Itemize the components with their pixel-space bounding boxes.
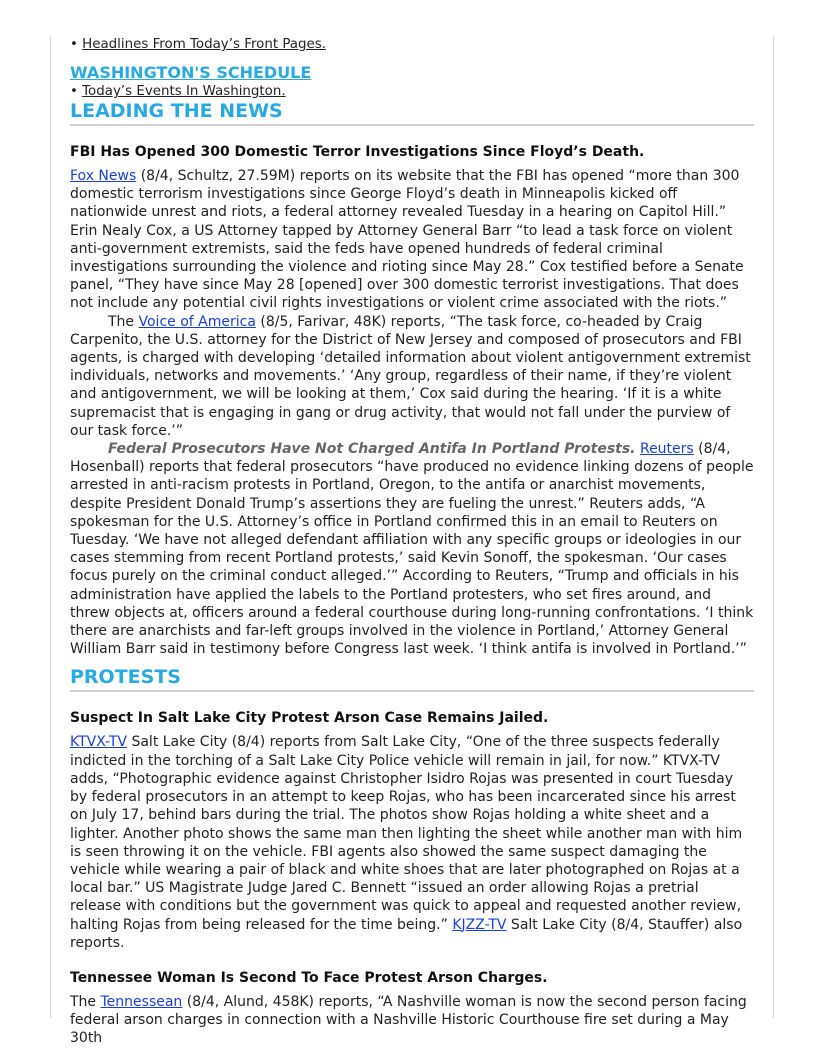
events-link[interactable]: Today’s Events In Washington. (82, 84, 286, 99)
source-link[interactable]: KTVX-TV (70, 734, 128, 751)
source-link[interactable]: Reuters (639, 441, 694, 458)
story-title: Suspect In Salt Lake City Protest Arson Case Remains Jailed. (70, 710, 549, 727)
source-link[interactable]: KJZZ-TV (452, 916, 507, 933)
sub-headline: Federal Prosecutors Have Not Charged Antifa In Portland Protests. (108, 441, 636, 458)
story-fbi (70, 143, 754, 658)
story-paragraph: The Tennessean (8/4, Alund, 458K) reports, “A Nashville woman is now the second person facing federal arson charges in connection with a Nashville Historic Courthouse fire set during a May 30th (70, 993, 747, 1047)
story-title: FBI Has Opened 300 Domestic Terror Investigations Since Floyd’s Death. (70, 144, 645, 160)
source-link[interactable]: Tennessean (100, 993, 183, 1010)
story-paragraph: KTVX-TV Salt Lake City (8/4) reports from Salt Lake City, “One of the three suspects federally indicted in the torching of a Salt Lake City Police vehicle will remain in jail, for now.” KTVX-TV adds, “Photographic evidence against Christopher Isidro Rojas was presented in court Tuesday by federal prosecutors in an attempt to keep Rojas, who has been incarcerated since his arrest on July 17, behind bars during the trial. The photos show Rojas holding a white sheet and a lighter. Another photo shows the same man then lighting the sheet while another man with him is seen throwing it on the vehicle. FBI agents also showed the same suspect damaging the vehicle while wearing a pair of black and white shoes that are later photographed on Rojas at a local bar.” US Magistrate Judge Jared C. Bennett “issued an order allowing Rojas a pretrial release with conditions but the government was quick to appeal and requested another review, halting Rojas from being released for the time being.” KJZZ-TV Salt Lake City (8/4, Stauffer) also reports. (70, 734, 743, 951)
right-border (773, 36, 774, 1018)
events-item: • Today’s Events In Washington. (70, 84, 286, 99)
section-heading-protests: PROTESTS (70, 666, 754, 692)
newsletter-content (70, 36, 754, 1048)
story-paragraph: Fox News (8/4, Schultz, 27.59M) reports on its website that the FBI has opened “more than 300 domestic terrorism investigations since George Floyd’s death in Minneapolis kicked off nationwide unrest and riots, a federal attorney revealed Tuesday in a hearing on Capitol Hill.” Erin Nealy Cox, a US Attorney tapped by Attorney General Barr “to lead a task force on violent anti-government extremists, said the feds have opened hundreds of federal criminal investigations surrounding the violence and rioting since May 28.” Cox testified before a Senate panel, “They have since May 28 [opened] over 300 domestic terrorist investigations. That does not include any potential civil rights investigations or violent crime associated with the riots.” (70, 168, 744, 312)
story-paragraph: Federal Prosecutors Have Not Charged Antifa In Portland Protests. Reuters (8/4, Hosenball) reports that federal prosecutors “have produced no evidence linking dozens of people arrested in anti-racism protests in Portland, Oregon, to the antifa or anarchist movements, despite President Donald Trump’s assertions they are fueling the unrest.” Reuters adds, “A spokesman for the U.S. Attorney’s office in Portland confirmed this in an email to Reuters on Tuesday. ‘We have not alleged defendant affiliation with any specific groups or ideologies in our cases stemming from recent Portland protests,’ said Kevin Sonoff, the spokesman. ‘Our cases focus purely on the criminal conduct alleged.’” According to Reuters, “Trump and officials in his administration have applied the labels to the Portland protesters, who set fires around, and threw objects at, officers around a federal courthouse during long-running confrontations. ‘I think there are anarchists and far-left groups involved in the violence in Portland,’ Attorney General William Barr said in testimony before Congress last week. ‘I think antifa is involved in Portland.’” (70, 441, 754, 658)
front-pages-item: • Headlines From Today’s Front Pages. (70, 37, 326, 52)
story-salt-lake (70, 709, 754, 951)
source-link[interactable]: Voice of America (138, 313, 256, 330)
washington-schedule-heading[interactable]: WASHINGTON'S SCHEDULE (70, 63, 312, 82)
source-link[interactable]: Fox News (70, 168, 137, 184)
front-pages-link[interactable]: Headlines From Today’s Front Pages. (82, 37, 326, 52)
section-heading-leading: LEADING THE NEWS (70, 100, 754, 126)
story-title: Tennessee Woman Is Second To Face Protest Arson Charges. (70, 969, 548, 986)
story-paragraph: The Voice of America (8/5, Farivar, 48K) reports, “The task force, co-headed by Craig Carpenito, the U.S. attorney for the District of New Jersey and composed of prosecutors and FBI agents, is charged with developing ‘detailed information about violent antigovernment extremist individuals, networks and movements.’ ‘Any group, regardless of their name, if they’re violent and antigovernment, we will be looking at them,’ Cox said during the hearing. ‘If it is a white supremacist that is engaging in gang or drug activity, that would not fall under the purview of our task force.’” (70, 313, 751, 439)
story-tennessee (70, 969, 754, 1048)
left-border (50, 36, 51, 1018)
